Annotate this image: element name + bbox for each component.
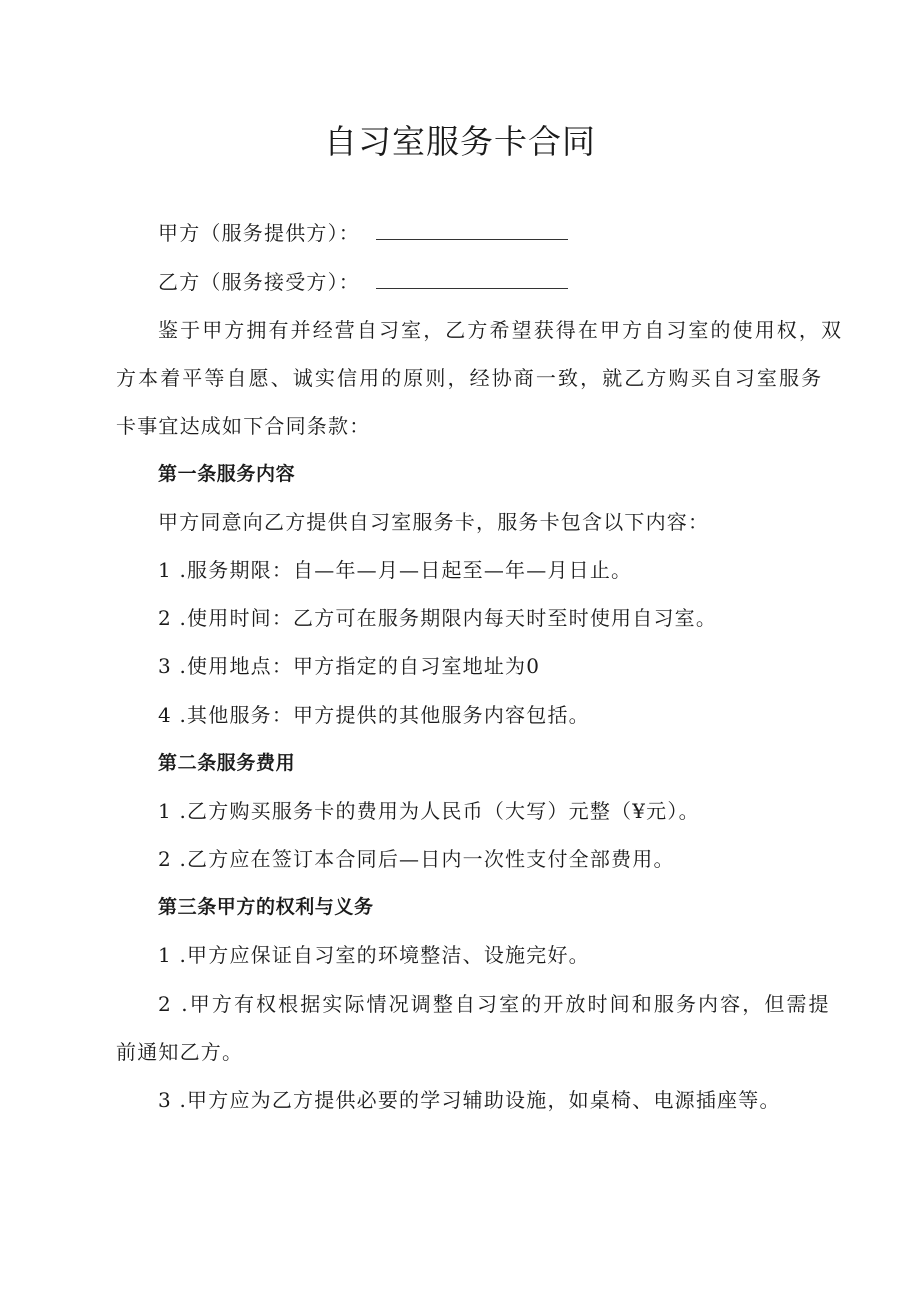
article-1-item-2: 2 .使用时间：乙方可在服务期限内每天时至时使用自习室。 [158,606,718,630]
party-a-label: 甲方（服务提供方）： [158,221,360,245]
article-3-heading: 第三条甲方的权利与义务 [158,896,374,918]
article-3-item-1: 1 .甲方应保证自习室的环境整洁、设施完好。 [158,943,590,967]
article-1-item-1: 1 .服务期限：自—年—月—日起至—年—月日止。 [158,558,633,582]
party-a-line [158,219,568,247]
party-a-blank [376,219,568,240]
article-3-item-3: 3 .甲方应为乙方提供必要的学习辅助设施，如桌椅、电源插座等。 [158,1088,781,1112]
article-2-item-2: 2 .乙方应在签订本合同后—日内一次性支付全部费用。 [158,847,675,871]
intro-line-1: 鉴于甲方拥有并经营自习室，乙方希望获得在甲方自习室的使用权，双 [158,318,844,342]
intro-line-2: 方本着平等自愿、诚实信用的原则，经协商一致，就乙方购买自习室服务 [116,366,824,390]
article-1-item-3: 3 .使用地点：甲方指定的自习室地址为0 [158,654,541,678]
article-1-item-4: 4 .其他服务：甲方提供的其他服务内容包括。 [158,703,590,727]
article-1-lead: 甲方同意向乙方提供自习室服务卡，服务卡包含以下内容： [158,510,710,534]
party-b-line [158,268,568,296]
intro-line-3: 卡事宜达成如下合同条款： [116,414,371,438]
article-1-heading: 第一条服务内容 [158,463,296,485]
article-3-item-2: 2 .甲方有权根据实际情况调整自习室的开放时间和服务内容，但需提 [158,992,831,1016]
article-2-item-1: 1 .乙方购买服务卡的费用为人民币（大写）元整（¥元）。 [158,799,700,823]
article-2-heading: 第二条服务费用 [158,752,296,774]
party-b-blank [376,268,568,289]
party-b-label: 乙方（服务接受方）： [158,270,360,294]
article-3-item-2-continued: 前通知乙方。 [116,1040,244,1064]
document-title: 自习室服务卡合同 [324,122,596,161]
